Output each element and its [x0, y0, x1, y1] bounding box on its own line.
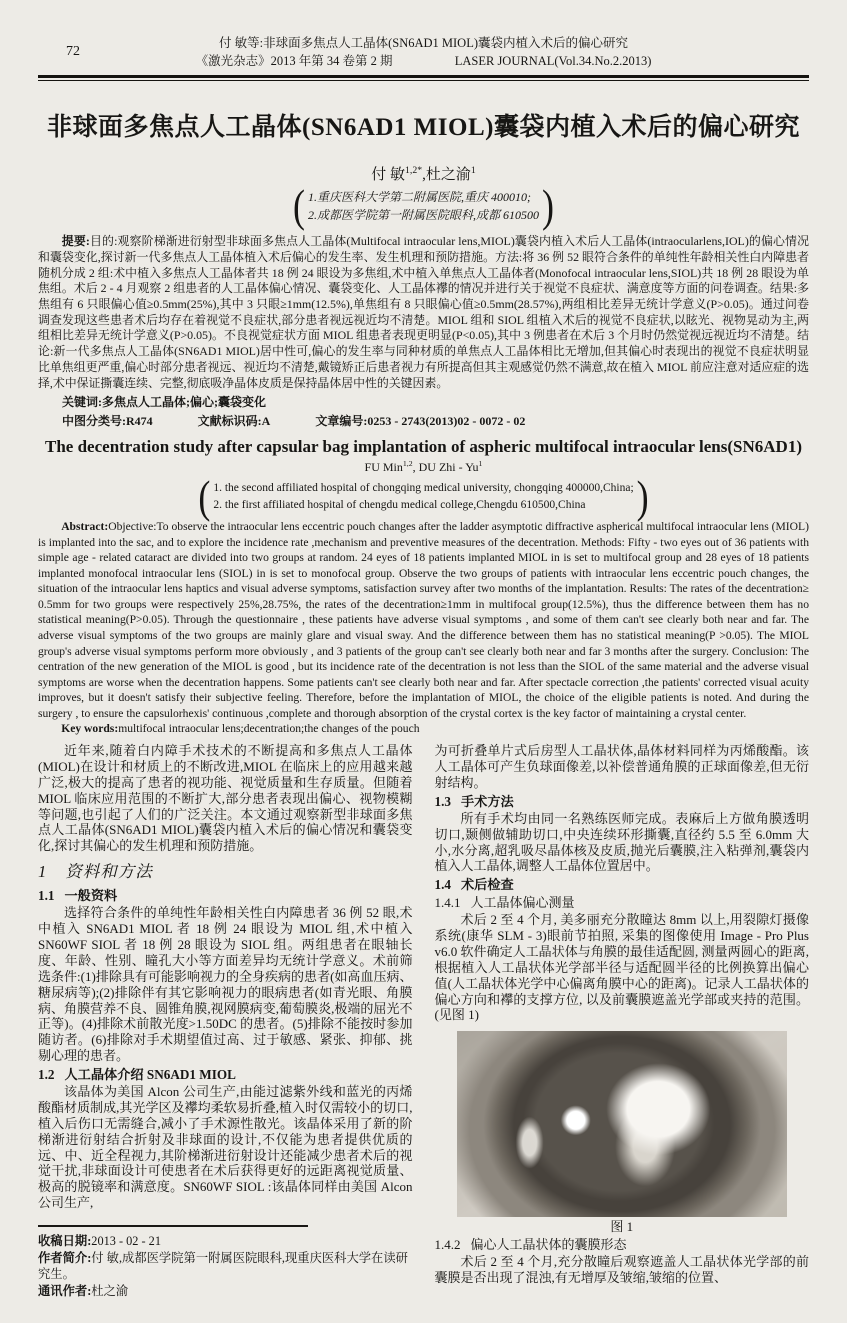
journal-name-zh: 《激光杂志》2013 年第 34 卷第 2 期 — [195, 54, 393, 69]
abstract-zh — [38, 234, 809, 391]
footnote-rule — [38, 1225, 308, 1227]
header-rule — [38, 75, 809, 81]
figure1-eye-photo — [457, 1031, 787, 1217]
section-1-1-heading: 1.1 一般资料 — [38, 888, 118, 904]
left-column — [38, 743, 413, 1299]
author-en-1-superscript: 1,2 — [402, 459, 413, 469]
affiliations-en — [38, 472, 809, 523]
author-1-superscript: 1,2* — [405, 165, 423, 177]
keywords-en-label: Key words: — [61, 722, 119, 736]
section-1-4-1-heading: 1.4.1 人工晶体偏心测量 — [434, 895, 575, 911]
keywords-zh-label: 关键词: — [62, 395, 102, 410]
section-1-3-heading: 1.3 手术方法 — [434, 793, 514, 809]
author-2-superscript: 1 — [470, 165, 476, 177]
abstract-zh-text: 目的:观察阶梯渐进衍射型非球面多焦点人工晶体(Multifocal intraocular lens,MIOL)囊袋内植入术后人工晶体(intraocularlens,IOL)的偏心情况和囊袋变化,探讨新一代多焦点人工晶体植入术后偏心的发生率、发生机理和预防措施。方法:将 36 例 52 眼符合条件的单纯性年龄相关性白内障患者随机分成 2 组:术中植入多焦点人工晶体者共 18 例 24 眼设为多焦组,术中植入单焦点人工晶体者(Monofocal intraocular lens,SIOL)共 18 例 28 眼设为单焦组。术后 2 - 4 月观察 2 组患者的人工晶体偏心情况、囊袋变化、人工晶体襻的情况并进行关于视觉不良症状、满意度等方面的问卷调查。结果:多焦组有 6 只眼偏心值≥0.5mm(25%),其中 3 只眼≥1mm(12.5%),单焦组有 8 只眼偏心值≥0.5mm(28.57%),两组相比差异无统计学意义(P>0.05)。通过问卷调查发现这些患者术后均存在着视觉不良症状,部分患者视远视近均不清楚。MIOL 组和 SIOL 组植入术后的视觉不良症状,以眩光、视物晃动为主,两组相比差异无统计学意义(P>0.05)。不良视觉症状方面 MIOL 组患者表现更明显(P<0.05),其中 3 例患者在术后 3 个月时仍然觉视远视近均不清楚。结论:新一代多焦点人工晶体(SN6AD1 MIOL)居中性可,偏心的发生率与同种材质的单焦点人工晶体相比无增加,但其偏心时表现出的视觉不良症状明显比单焦组更严重,偏心时部分患者视远、视近均不清楚,戴镜矫正后患者视力有所提高但其主观感觉仍然不满意,故在植入 MIOL 前应注意对适应症的选择,术中保证撕囊连续、完整,彻底吸净晶体皮质是保持晶体居中性的关键因素。 — [38, 234, 809, 390]
author-bio: 作者简介:付 敏,成都医学院第一附属医院眼科,现重庆医科大学在读研究生。 — [38, 1250, 408, 1282]
journal-line — [38, 52, 809, 70]
author-en-2: , DU Zhi - Yu — [412, 460, 479, 475]
journal-name-en: LASER JOURNAL(Vol.34.No.2.2013) — [454, 54, 652, 69]
continuation-paragraph: 为可折叠单片式后房型人工晶状体,晶体材料同样为丙烯酸酯。该人工晶体可产生负球面像差,以补偿普通角膜的正球面像差,但无衍射结构。 — [434, 743, 809, 790]
affiliation-en-1: 1. the second affiliated hospital of chongqing medical university, chongqing 400000,China; — [213, 482, 634, 495]
figure-1 — [435, 1031, 810, 1235]
right-paren-en: ) — [636, 472, 649, 523]
intro-paragraph: 近年来,随着白内障手术技术的不断提高和多焦点人工晶体(MIOL)在设计和材质上的不断改进,MIOL 在临床上的应用越来越广泛,极大的提高了患者的视功能、视觉质量和生存质量。但随着 MIOL 临床应用范围的不断扩大,部分患者表现出偏心、视物模糊等问题,也引起了人们的广泛关注。本文通过观察新型非球面多焦点人工晶体(SN6AD1 MIOL)囊袋内植入术后的偏心情况和囊袋变化,探讨其偏心的发生机理和预防措施。 — [38, 743, 413, 854]
author-1: 付 敏 — [371, 167, 406, 184]
two-column-body — [38, 743, 809, 1299]
abstract-zh-label: 提要: — [61, 234, 90, 249]
figure1-caption: 图 1 — [610, 1219, 634, 1235]
abstract-en — [38, 519, 809, 721]
page-number: 72 — [66, 44, 80, 59]
right-column — [435, 743, 810, 1299]
affiliation-en-2: 2. the first affiliated hospital of chengdu medical college,Chengdu 610500,China — [213, 499, 586, 512]
section-1-4-heading: 1.4 术后检查 — [434, 877, 514, 893]
section-1-4-1-paragraph: 术后 2 至 4 个月, 美多丽充分散瞳达 8mm 以上,用裂隙灯摄像系统(康华 SLM - 3)眼前节拍照, 采集的图像使用 Image - Pro Plus v6.0 软件确定人工晶状体与角膜的最佳适配圆, 测量两圆心的距离, 根据植入人工晶状体光学部半径与适配圆半径的比例换算出偏心值(人工晶状体光学中心偏离角膜中心的距离)。记录人工晶状体的偏心方向和襻的支撑方位, 以及前囊膜遮盖光学部或夹持的范围。(见图 1) — [434, 912, 809, 1023]
footnote-block — [38, 1225, 413, 1299]
section-1-1-paragraph: 选择符合条件的单纯性年龄相关性白内障患者 36 例 52 眼,术中植入 SN6AD1 MIOL 者 18 例 24 眼设为 MIOL 组,术中植入 SN60WF SIOL 者 18 例 28 眼设为 SIOL 组。两组患者在眼轴长度、年龄、性别、瞳孔大小等方面差异均无统计学意义。术前筛选条件:(1)排除具有可能影响视力的全身疾病的患者(如高血压病、糖尿病等);(2)排除伴有其它影响视力的眼病患者(如青光眼、角膜病、角膜营养不良、圆锥角膜,视网膜病变,葡萄膜炎,极端的屈光不正等)。(4)排除术前散光度>1.50DC 的患者。(5)排除不能按时参加随访者。(6)排除对手术期望值过高、过于敏感、紧张、抑郁、挑剔心理的患者。 — [38, 905, 413, 1064]
clc-number: 中图分类号:R474 — [62, 414, 153, 429]
affiliations-zh — [38, 181, 809, 232]
page-header — [38, 34, 809, 70]
section-1-heading: 1 资料和方法 — [38, 862, 153, 882]
running-title: 付 敏等:非球面多焦点人工晶体(SN6AD1 MIOL)囊袋内植入术后的偏心研究 — [218, 36, 629, 50]
article-title-en: The decentration study after capsular bag implantation of aspheric multifocal intraocular lens(SN6AD1) — [45, 437, 802, 457]
affiliation-zh-2: 2.成都医学院第一附属医院眼科,成都 610500 — [307, 208, 539, 223]
author-2: ,杜之渝 — [422, 167, 471, 184]
affiliation-zh-1: 1.重庆医科大学第二附属医院,重庆 400010; — [307, 190, 531, 205]
section-1-3-paragraph: 所有手术均由同一名熟练医师完成。表麻后上方做角膜透明切口,颞侧做辅助切口,中央连续环形撕囊,直径约 5.5 至 6.0mm 大小,水分离,超乳吸尽晶体核及皮质,抛光后囊膜,注入粘弹剂,囊袋内植入人工晶体,调整人工晶体位置居中。 — [434, 810, 809, 874]
author-en-1: FU Min — [364, 460, 403, 475]
abstract-en-label: Abstract: — [61, 520, 109, 534]
authors-zh — [38, 163, 809, 184]
left-paren: ( — [292, 181, 305, 232]
right-paren: ) — [542, 181, 554, 232]
article-title-zh: 非球面多焦点人工晶体(SN6AD1 MIOL)囊袋内植入术后的偏心研究 — [47, 114, 800, 142]
section-1-2-paragraph: 该晶体为美国 Alcon 公司生产,由能过滤紫外线和蓝光的丙烯酸酯材质制成,其光学区及襻均柔软易折叠,植入时仅需较小的切口,植入后伤口无需缝合,减小了手术源性散光。该晶体采用了新的阶梯渐进衍射结合折射及非球面的设计,不仅能为患者提供优质的远、中、近全程视力,其阶梯渐进衍射设计还能减少患者术后的视觉干扰,非球面设计可使患者在术后获得更好的远距离视觉质量、极高的脱镜率和满意度。SN60WF SIOL :该晶体同样由美国 Alcon 公司生产, — [38, 1084, 413, 1211]
keywords-en-text: multifocal intraocular lens;decentration;the changes of the pouch — [118, 722, 420, 736]
meta-line — [38, 412, 809, 429]
section-1-4-2-heading: 1.4.2 偏心人工晶状体的囊膜形态 — [434, 1237, 627, 1253]
keywords-zh-text: 多焦点人工晶体;偏心;囊袋变化 — [102, 395, 266, 410]
corresponding-author: 通讯作者:杜之渝 — [38, 1283, 129, 1298]
document-code: 文献标识码:A — [197, 414, 271, 429]
received-date: 收稿日期:2013 - 02 - 21 — [38, 1233, 161, 1248]
left-paren-en: ( — [198, 472, 211, 523]
keywords-en — [38, 722, 809, 735]
authors-en — [38, 459, 809, 475]
keywords-zh — [38, 393, 809, 410]
article-number: 文章编号:0253 - 2743(2013)02 - 0072 - 02 — [315, 414, 526, 429]
author-en-2-superscript: 1 — [478, 459, 483, 469]
section-1-4-2-paragraph: 术后 2 至 4 个月,充分散瞳后观察遮盖人工晶状体光学部的前囊膜是否出现了混浊,有无增厚及皱缩,皱缩的位置、 — [434, 1253, 809, 1285]
section-1-2-heading: 1.2 人工晶体介绍 SN6AD1 MIOL — [38, 1067, 236, 1083]
abstract-en-text: Objective:To observe the intraocular lens eccentric pouch changes after the ladder asymptotic diffractive aspherical multifocal intraocular lens (MIOL) is implanted into the sac, and to explore the incidence rate ,mechanism and preventive measures of the decentration. Methods: Fifty - two eyes out of 36 patients with simple age - related cataract are divided into two groups at random. 24 eyes of 18 patients implanted MIOL in is set to multifocal group and 28 eyes of 18 patients implanted monofocal intraocular lens (SIOL) in is set to monofocal group. Observe the two groups of patients with intraocular lens eccentric pouch changes, the situation of the intraocular lens haptics and visual adverse symptoms, satisfaction survey after two months of the implantation. Results: The rates of the decentration≥ 0.5mm for two groups were respectively 25%,28.75%, the rates of the decentration≥1mm in multifocal group(12.5%), thus the difference between them has no statistical meaning(P>0.05). Through the questionnaire , these patients have adverse visual symptoms , and some of them can't see clearly both near and far. The adverse visual symptoms of the two groups are mainly glare and visual sway. And the difference between them has no statistical meaning(P >0.05). The MIOL group's adverse visual symptoms perform more obviously , and 3 patients of the group can't see clearly both near and far 3 months after the surgery. Conclusion: The centration of the new generation of the MIOL is good , but its incidence rate of the decentration is not less than the SIOL of the same material and the adverse visual symptoms are worse when the decentration happens. Some patients can't see clearly both near and far. After spectacle correction ,the patients' corrected visual acuity improves, but it doesn't satisfy their subjective feeling. Therefore, before the implantation of MIOL, the choice of the eligible patients is noted. And during the surgery , to ensure the capsulorhexis' continuous ,complete and thorough absorption of the crystal cortex is the key factor of maintaining a crystal center. — [38, 520, 809, 720]
